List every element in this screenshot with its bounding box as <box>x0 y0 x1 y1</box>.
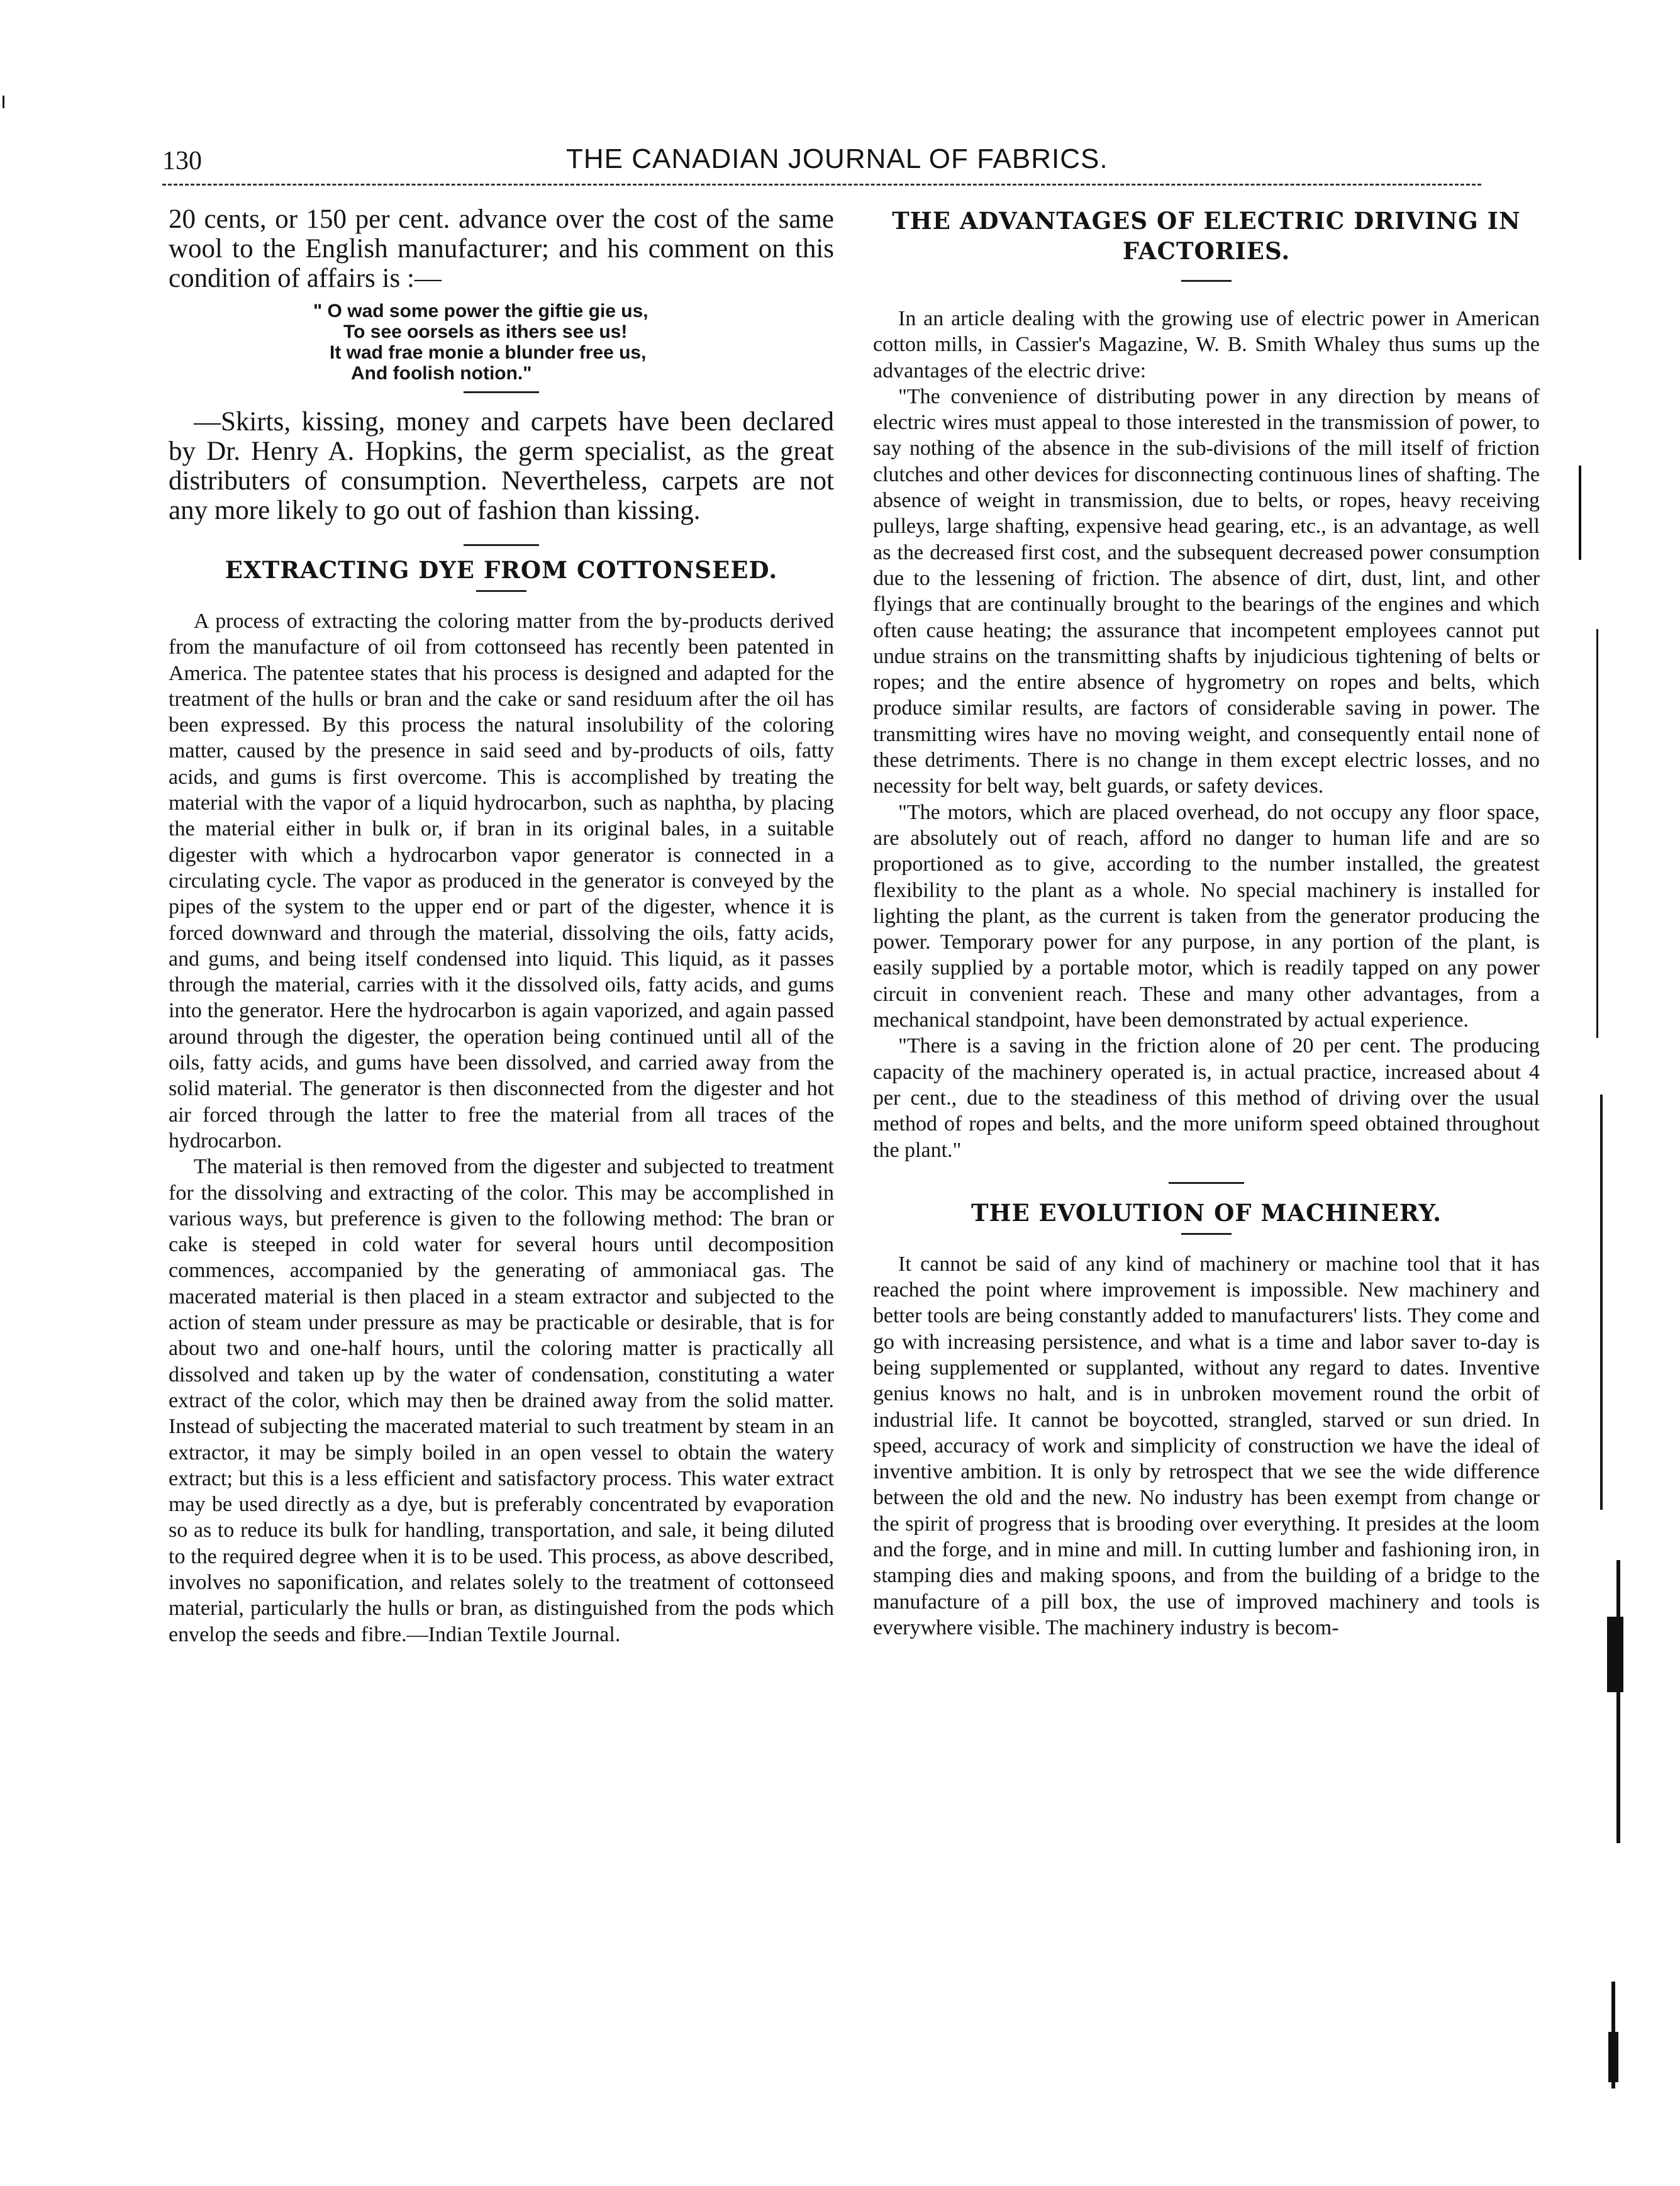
dye-paragraph-2: The material is then removed from the digester and subjected to treatment for the dissolving and extracting of the color. This may be accomplished in various ways, but preference is given to the following method: The bran or cake is steeped in cold water for several hours until decomposition commences, accompanied by the generating of ammoniacal gas. The macerated material is then placed in a steam extractor and subjected to the action of steam under pressure as may be practicable or desirable, that is for about two and one-half hours, until the coloring matter is practically all dissolved and taken up by the water of condensation, constituting a water extract of the color, which may then be drained away from the solid matter. Instead of subjecting the macerated material to such treatment by steam in an extractor, it may be simply boiled in an open vessel to obtain the watery extract; but this is a less efficient and satisfactory process. This water extract may be used directly as a dye, but is preferably concentrated by evaporation so as to reduce its bulk for handling, transportation, and sale, it being diluted to the required degree when it is to be used. This process, as above described, involves no saponification, and relates solely to the treatment of cottonseed material, particularly the hulls or bran, as distinguished from the pods which envelop the seeds and fibre.—Indian Textile Journal. <box>169 1155 834 1646</box>
poem-line: And foolish notion." <box>351 363 532 384</box>
header-rule <box>162 184 1481 186</box>
section-rule <box>1181 280 1232 282</box>
section-rule <box>464 391 539 393</box>
poem-line: It wad frae monie a blunder free us, <box>330 342 647 363</box>
left-column <box>169 204 834 1648</box>
journal-title: THE CANADIAN JOURNAL OF FABRICS. <box>566 143 1108 174</box>
section-rule <box>464 544 539 546</box>
scan-artifact-mark <box>3 96 4 108</box>
dye-heading: EXTRACTING DYE FROM COTTONSEED. <box>225 556 778 584</box>
electric-paragraph-4: "There is a saving in the friction alone of 20 per cent. The producing capacity of the machinery operated is, in actual practice, increased about 4 per cent., due to the steadiness of this method of driving over the usual method of ropes and belts, and the more uniform speed obtained throughout the plant." <box>873 1034 1540 1162</box>
poem-quote <box>313 301 834 384</box>
scan-artifact-mark <box>1616 1560 1620 1843</box>
scan-artifact-mark <box>1596 629 1598 1038</box>
dye-paragraph-1: A process of extracting the coloring matter from the by-products derived from the manufacture of oil from cottonseed has recently been patented in America. The patentee states that his process is designed and adapted for the treatment of the hulls or bran and the cake or sand residuum after the oil has been expressed. By this process the natural insolubility of the coloring matter, caused by the presence in said seed and by-products of oils, fatty acids, and gums is first overcome. This is accomplished by treating the material with the vapor of a liquid hydrocarbon, such as naphtha, by placing the material either in bulk or, if bran in its original bales, in a suitable digester with which a hydrocarbon vapor generator is connected in a circulating cycle. The vapor as produced in the generator is conveyed by the pipes of the system to the upper end or part of the digester, whence it is forced downward and through the material, dissolving the oils, fatty acids, and gums, and being itself condensed into liquid. This liquid, as it passes through the material, carries with it the dissolved oils, fatty acids, and gums into the generator. Here the hydrocarbon is again vaporized, and again passed around through the digester, the operation being continued until all of the oils, fatty acids, and gums have been dissolved, and carried away from the solid material. The generator is then disconnected from the digester and hot air forced through the latter to free the material from all traces of the hydrocarbon. <box>169 610 834 1152</box>
poem-line: To see oorsels as ithers see us! <box>343 321 628 342</box>
scan-artifact-mark <box>1607 1617 1623 1692</box>
section-rule <box>476 590 526 592</box>
poem-line: " O wad some power the giftie gie us, <box>313 301 648 321</box>
right-column <box>873 204 1540 1641</box>
skirts-paragraph: —Skirts, kissing, money and carpets have been declared by Dr. Henry A. Hopkins, the germ specialist, as the great distributers of consumption. Nevertheless, carpets are not any more likely to go out of fashion than kissing. <box>169 407 834 525</box>
scan-artifact-mark <box>1608 2032 1618 2082</box>
scan-artifact-mark <box>1600 1095 1603 1510</box>
intro-paragraph: 20 cents, or 150 per cent. advance over the cost of the same wool to the English manufacturer; and his comment on this condition of affairs is :— <box>169 204 834 293</box>
electric-heading: THE ADVANTAGES OF ELECTRIC DRIVING IN FACTORIES. <box>892 207 1521 265</box>
section-rule <box>1181 1233 1232 1235</box>
electric-paragraph-3: "The motors, which are placed overhead, do not occupy any floor space, are absolutely out of reach, afford no danger to human life and are so proportioned as to give, according to the number installed, the greatest flexibility to the plant as a whole. No special machinery is installed for lighting the plant, as the current is taken from the generator producing the power. Temporary power for any purpose, in any portion of the plant, is easily supplied by a portable motor, which is readily tapped on any power circuit in convenient reach. These and many other advantages, from a mechanical standpoint, have been demonstrated by actual experience. <box>873 800 1540 1032</box>
scan-artifact-mark <box>1579 466 1581 560</box>
section-rule <box>1169 1182 1244 1184</box>
electric-paragraph-1: In an article dealing with the growing use of electric power in American cotton mills, in Cassier's Magazine, W. B. Smith Whaley thus sums up the advantages of the electric drive: <box>873 307 1540 382</box>
machinery-paragraph-1: It cannot be said of any kind of machinery or machine tool that it has reached the point where improvement is impossible. New machinery and better tools are being constantly added to manufacturers' lists. They come and go with increasing persistence, and what is a time and labor saver to-day is being supplemented or supplanted, without any regard to dates. Inventive genius knows no halt, and is in unbroken movement round the orbit of industrial life. It cannot be boycotted, strangled, starved or sun dried. In speed, accuracy of work and simplicity of construction we have the ideal of inventive ambition. It is only by retrospect that we see the wide difference between the old and the new. No industry has been exempt from change or the spirit of progress that is brooding over everything. It presides at the loom and the forge, and in mine and mill. In cutting lumber and fashioning iron, in stamping dies and making spoons, and from the building of a bridge to the manufacture of a pill box, the use of improved machinery and tools is everywhere visible. The machinery industry is becom- <box>873 1252 1540 1639</box>
machinery-heading: THE EVOLUTION OF MACHINERY. <box>971 1198 1442 1227</box>
page-number: 130 <box>162 147 202 176</box>
electric-paragraph-2: "The convenience of distributing power in any direction by means of electric wires must appeal to those interested in the transmission of power, to say nothing of the absence in the sub-divisions of the mill itself of friction clutches and other devices for disconnecting continuous lines of shafting. The absence of weight in transmission, due to belts, or ropes, heavy receiving pulleys, large shafting, expensive head gearing, etc., is an advantage, as well as the decreased first cost, and the subsequent decreased power consumption due to the lessening of friction. The absence of dirt, dust, lint, and other flyings that are continually brought to the bearings of the engines and which often cause heating; the assurance that incompetent employees cannot put undue strains on the transmitting shafts by injudicious tightening of belts or ropes; and the entire absence of hygrometry on ropes and belts, which produce similar results, are factors of considerable saving in power. The transmitting wires have no moving weight, and consequently entail none of these detriments. There is no change in them except electric losses, and no necessity for belt way, belt guards, or safety devices. <box>873 384 1540 798</box>
